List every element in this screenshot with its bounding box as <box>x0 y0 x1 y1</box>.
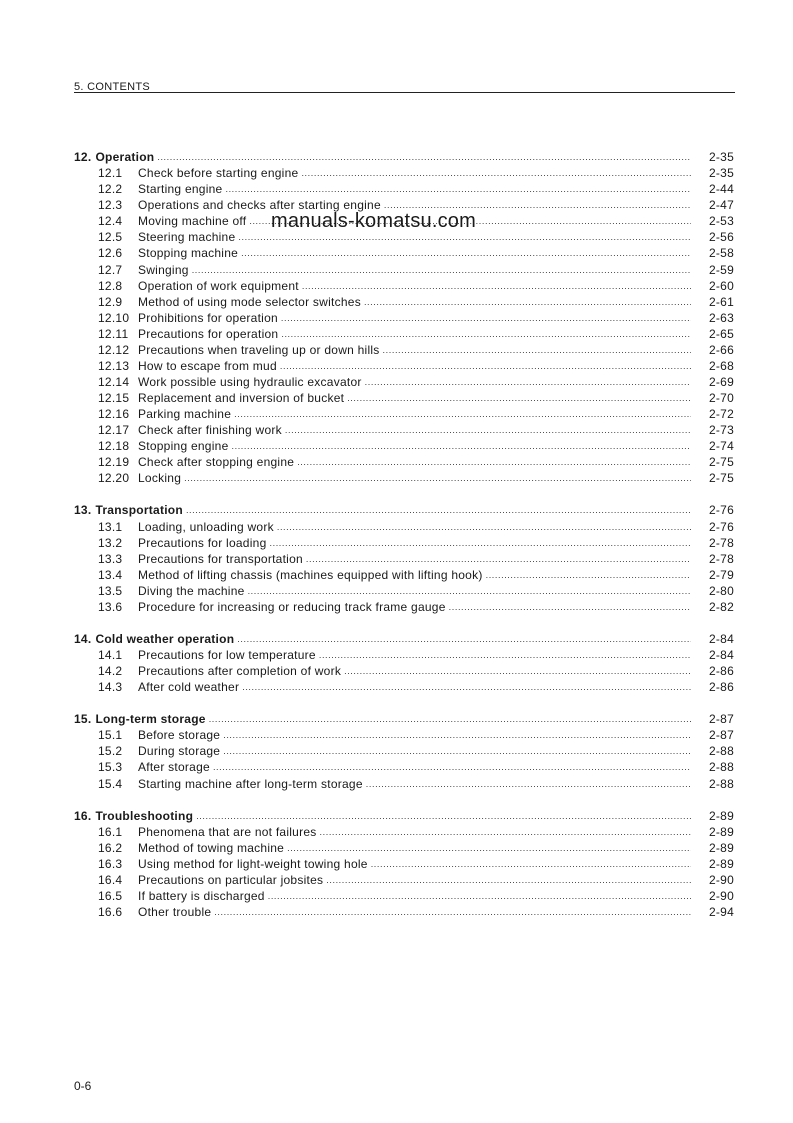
dot-leader <box>213 763 691 774</box>
entry-number: 15.1 <box>98 728 123 743</box>
entry-title: After storage <box>138 760 210 775</box>
entry-number: 16.4 <box>98 872 123 887</box>
entry-number: 12.20 <box>98 471 130 486</box>
entry-page: 2-73 <box>708 423 734 438</box>
entry-number: 12.12 <box>98 342 130 357</box>
section-number: 14. <box>74 631 92 646</box>
entry-title: Precautions for operation <box>138 326 279 341</box>
toc-entry[interactable] <box>74 566 734 582</box>
toc-entry[interactable] <box>74 678 734 694</box>
section-number: 16. <box>74 808 92 823</box>
dot-leader <box>192 266 691 277</box>
entry-title: Precautions on particular jobsites <box>138 872 324 887</box>
entry-number: 14.1 <box>98 648 123 662</box>
toc-entry[interactable] <box>74 534 734 550</box>
toc-entry[interactable] <box>74 758 734 774</box>
entry-page: 2-79 <box>708 567 734 582</box>
toc-entry[interactable] <box>74 325 734 341</box>
section-title: Cold weather operation <box>95 631 235 646</box>
entry-number: 15.2 <box>98 744 123 759</box>
entry-number: 13.3 <box>98 551 123 566</box>
entry-number: 16.1 <box>98 824 123 839</box>
entry-number: 13.2 <box>98 535 123 550</box>
dot-leader <box>242 683 691 694</box>
toc-entry[interactable] <box>74 469 734 485</box>
entry-page: 2-89 <box>708 856 734 871</box>
entry-title: Parking machine <box>138 407 232 422</box>
entry-number: 12.2 <box>98 182 123 197</box>
entry-title: Locking <box>138 471 182 486</box>
entry-number: 12.7 <box>98 262 123 277</box>
dot-leader <box>486 571 691 582</box>
toc-entry[interactable] <box>74 373 734 389</box>
section-number: 12. <box>74 150 92 165</box>
entry-page: 2-56 <box>708 230 734 245</box>
entry-title: Precautions for low temperature <box>138 648 316 662</box>
entry-page: 2-84 <box>708 648 734 662</box>
toc-entry[interactable] <box>74 293 734 309</box>
toc-entry[interactable] <box>74 405 734 421</box>
dot-leader <box>241 249 691 260</box>
entry-title: Precautions when traveling up or down hills <box>138 342 380 357</box>
toc-entry[interactable] <box>74 839 734 855</box>
entry-title: Swinging <box>138 262 189 277</box>
toc-entry[interactable] <box>74 517 734 533</box>
entry-page: 2-70 <box>708 391 734 405</box>
page-header <box>74 77 735 93</box>
entry-page: 2-75 <box>708 471 734 486</box>
entry-title: Starting engine <box>138 182 223 197</box>
dot-leader <box>306 555 691 566</box>
entry-title: Operations and checks after starting engine <box>138 198 381 213</box>
entry-title: Stopping machine <box>138 246 239 261</box>
entry-title: Stopping engine <box>138 439 229 454</box>
entry-number: 16.3 <box>98 856 123 871</box>
toc-entry[interactable] <box>74 453 734 469</box>
entry-title: How to escape from mud <box>138 358 277 373</box>
entry-number: 15.3 <box>98 760 123 775</box>
entry-page: 2-53 <box>708 214 734 229</box>
entry-page: 2-69 <box>708 374 734 389</box>
entry-number: 13.5 <box>98 583 123 598</box>
entry-title: Precautions after completion of work <box>138 664 342 679</box>
entry-number: 12.14 <box>98 374 130 389</box>
entry-number: 12.13 <box>98 358 130 373</box>
entry-number: 12.15 <box>98 391 130 405</box>
dot-leader <box>223 747 691 758</box>
entry-page: 2-58 <box>708 246 734 261</box>
toc-entry[interactable] <box>74 341 734 357</box>
entry-title: Prohibitions for operation <box>138 310 278 325</box>
dot-leader <box>344 667 691 678</box>
entry-title: Loading, unloading work <box>138 519 274 534</box>
toc-entry[interactable] <box>74 582 734 598</box>
entry-title: Steering machine <box>138 230 236 245</box>
toc-section-entry[interactable] <box>74 807 734 823</box>
entry-number: 13.4 <box>98 567 123 582</box>
section-title: Long-term storage <box>95 712 206 727</box>
entry-page: 2-78 <box>708 551 734 566</box>
header-title: 5. CONTENTS <box>74 81 151 93</box>
entry-page: 2-88 <box>708 760 734 775</box>
entry-page: 2-90 <box>708 872 734 887</box>
entry-title: If battery is discharged <box>138 888 265 903</box>
entry-title: Phenomena that are not failures <box>138 824 317 839</box>
dot-leader <box>223 731 691 742</box>
entry-page: 2-76 <box>708 519 734 534</box>
toc-entry[interactable] <box>74 180 734 196</box>
dot-leader <box>225 185 691 196</box>
entry-number: 12.18 <box>98 439 130 454</box>
toc-entry[interactable] <box>74 887 734 903</box>
dot-leader <box>297 458 691 469</box>
entry-number: 12.8 <box>98 278 123 293</box>
dot-leader <box>237 635 691 646</box>
entry-title: Method of towing machine <box>138 840 285 855</box>
dot-leader <box>196 812 691 823</box>
dot-leader <box>157 153 691 164</box>
toc-entry[interactable] <box>74 277 734 293</box>
toc-entry[interactable] <box>74 389 734 405</box>
toc-entry[interactable] <box>74 871 734 887</box>
entry-title: Precautions for loading <box>138 535 267 550</box>
entry-number: 12.6 <box>98 246 123 261</box>
toc-entry[interactable] <box>74 244 734 260</box>
toc-entry[interactable] <box>74 855 734 871</box>
dot-leader <box>320 828 691 839</box>
entry-title: Replacement and inversion of bucket <box>138 391 345 405</box>
entry-title: Starting machine after long-term storage <box>138 776 363 791</box>
dot-leader <box>232 442 692 453</box>
section-page: 2-76 <box>708 503 734 518</box>
entry-number: 12.17 <box>98 423 130 438</box>
toc-entry[interactable] <box>74 774 734 790</box>
dot-leader <box>326 876 691 887</box>
entry-page: 2-90 <box>708 888 734 903</box>
entry-page: 2-78 <box>708 535 734 550</box>
entry-page: 2-88 <box>708 744 734 759</box>
entry-number: 12.16 <box>98 407 130 422</box>
entry-number: 12.4 <box>98 214 123 229</box>
entry-number: 14.3 <box>98 680 123 695</box>
toc-entry[interactable] <box>74 823 734 839</box>
entry-page: 2-80 <box>708 583 734 598</box>
dot-leader <box>364 298 691 309</box>
entry-number: 12.10 <box>98 310 130 325</box>
section-page: 2-89 <box>708 808 734 823</box>
dot-leader <box>234 410 691 421</box>
section-title: Troubleshooting <box>95 808 194 823</box>
entry-page: 2-86 <box>708 664 734 679</box>
entry-page: 2-47 <box>708 198 734 213</box>
entry-page: 2-44 <box>708 182 734 197</box>
toc-entry[interactable] <box>74 437 734 453</box>
entry-number: 16.6 <box>98 905 123 919</box>
dot-leader <box>209 715 691 726</box>
toc-entry[interactable] <box>74 421 734 437</box>
entry-number: 16.5 <box>98 888 123 903</box>
entry-page: 2-87 <box>708 728 734 743</box>
entry-number: 14.2 <box>98 664 123 679</box>
toc-entry[interactable] <box>74 598 734 614</box>
dot-leader <box>302 282 691 293</box>
entry-title: Before storage <box>138 728 221 743</box>
dot-leader <box>186 506 691 517</box>
toc-entry[interactable] <box>74 309 734 325</box>
entry-number: 12.1 <box>98 166 123 181</box>
entry-page: 2-72 <box>708 407 734 422</box>
entry-page: 2-89 <box>708 824 734 839</box>
entry-number: 12.9 <box>98 294 123 309</box>
section-page: 2-35 <box>708 150 734 165</box>
entry-title: Method of lifting chassis (machines equipped with lifting hook) <box>138 567 483 582</box>
dot-leader <box>280 362 691 373</box>
entry-title: Check after stopping engine <box>138 455 295 470</box>
toc-entry[interactable] <box>74 742 734 758</box>
entry-page: 2-82 <box>708 599 734 614</box>
entry-title: Check after finishing work <box>138 423 282 438</box>
toc-section-entry[interactable] <box>74 501 734 517</box>
entry-title: During storage <box>138 744 221 759</box>
section-page: 2-84 <box>708 631 734 646</box>
header-rule <box>74 92 735 93</box>
entry-title: Using method for light-weight towing hole <box>138 856 368 871</box>
toc-entry[interactable] <box>74 260 734 276</box>
toc-entry[interactable] <box>74 550 734 566</box>
toc-entry[interactable] <box>74 662 734 678</box>
toc-section-entry[interactable] <box>74 148 734 164</box>
entry-title: Procedure for increasing or reducing track frame gauge <box>138 599 446 614</box>
toc-entry[interactable] <box>74 726 734 742</box>
entry-number: 12.11 <box>98 326 129 341</box>
section-number: 13. <box>74 503 92 518</box>
dot-leader <box>277 523 691 534</box>
section-gap <box>74 791 734 807</box>
entry-title: Moving machine off <box>138 214 247 229</box>
section-title: Operation <box>95 150 155 165</box>
entry-number: 13.1 <box>98 519 123 534</box>
dot-leader <box>287 844 691 855</box>
entry-page: 2-59 <box>708 262 734 277</box>
entry-page: 2-63 <box>708 310 734 325</box>
toc-section-entry[interactable] <box>74 710 734 726</box>
entry-page: 2-74 <box>708 439 734 454</box>
entry-page: 2-66 <box>708 342 734 357</box>
section-gap <box>74 485 734 501</box>
dot-leader <box>347 394 691 405</box>
page-number: 0-6 <box>74 1079 92 1093</box>
toc-entry[interactable] <box>74 646 734 662</box>
section-gap <box>74 694 734 710</box>
section-gap <box>74 614 734 630</box>
dot-leader <box>285 426 691 437</box>
entry-number: 12.3 <box>98 198 123 213</box>
dot-leader <box>281 314 691 325</box>
toc-entry[interactable] <box>74 357 734 373</box>
dot-leader <box>281 330 691 341</box>
dot-leader <box>366 780 691 791</box>
entry-page: 2-61 <box>708 294 734 309</box>
table-of-contents <box>74 148 734 919</box>
entry-number: 15.4 <box>98 776 123 791</box>
dot-leader <box>365 378 691 389</box>
entry-page: 2-60 <box>708 278 734 293</box>
toc-entry[interactable] <box>74 903 734 919</box>
entry-title: Precautions for transportation <box>138 551 303 566</box>
dot-leader <box>449 603 691 614</box>
dot-leader <box>268 892 691 903</box>
dot-leader <box>319 651 691 662</box>
entry-title: Other trouble <box>138 905 212 919</box>
entry-page: 2-89 <box>708 840 734 855</box>
toc-section-entry[interactable] <box>74 630 734 646</box>
entry-number: 16.2 <box>98 840 123 855</box>
entry-page: 2-75 <box>708 455 734 470</box>
entry-number: 12.5 <box>98 230 123 245</box>
dot-leader <box>383 346 691 357</box>
dot-leader <box>248 587 691 598</box>
entry-number: 13.6 <box>98 599 123 614</box>
entry-title: Operation of work equipment <box>138 278 299 293</box>
entry-title: Check before starting engine <box>138 166 299 181</box>
entry-title: Diving the machine <box>138 583 245 598</box>
section-title: Transportation <box>95 503 183 518</box>
entry-page: 2-88 <box>708 776 734 791</box>
dot-leader <box>371 860 691 871</box>
section-page: 2-87 <box>708 712 734 727</box>
dot-leader <box>184 474 691 485</box>
entry-page: 2-86 <box>708 680 734 695</box>
dot-leader <box>301 169 691 180</box>
entry-page: 2-68 <box>708 358 734 373</box>
entry-title: Work possible using hydraulic excavator <box>138 374 362 389</box>
entry-page: 2-65 <box>708 326 734 341</box>
entry-title: Method of using mode selector switches <box>138 294 361 309</box>
entry-page: 2-35 <box>708 166 734 181</box>
dot-leader <box>214 908 691 919</box>
toc-entry[interactable] <box>74 164 734 180</box>
watermark: manuals-komatsu.com <box>271 210 476 232</box>
dot-leader <box>270 539 692 550</box>
entry-page: 2-94 <box>708 905 734 919</box>
section-number: 15. <box>74 712 92 727</box>
dot-leader <box>238 233 691 244</box>
entry-number: 12.19 <box>98 455 130 470</box>
entry-title: After cold weather <box>138 680 240 695</box>
